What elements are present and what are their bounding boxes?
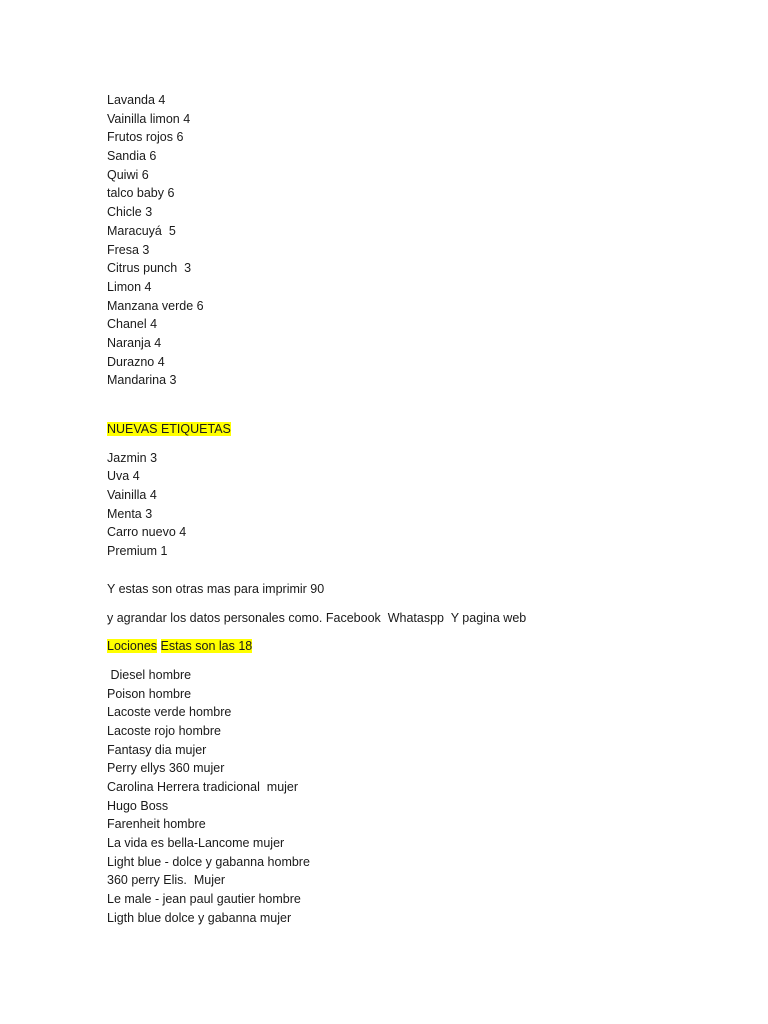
list-item: Chicle 3 xyxy=(107,205,153,220)
list-item: Quiwi 6 xyxy=(107,167,149,182)
list-item: Perry ellys 360 mujer xyxy=(107,761,225,776)
list-item: Diesel hombre xyxy=(107,667,192,682)
list-item: Limon 4 xyxy=(107,279,152,294)
lociones-count-label: Estas son las 18 xyxy=(160,639,253,654)
fragrance-list-two xyxy=(107,449,707,561)
new-labels-heading xyxy=(107,420,707,439)
list-item: Poison hombre xyxy=(107,686,192,701)
lociones-heading xyxy=(107,637,707,656)
list-item: 360 perry Elis. Mujer xyxy=(107,873,226,888)
list-item: Manzana verde 6 xyxy=(107,298,204,313)
print-note: Y estas son otras mas para imprimir 90 xyxy=(107,581,325,596)
list-item: Carro nuevo 4 xyxy=(107,525,187,540)
list-item: Mandarina 3 xyxy=(107,373,177,388)
list-item: Lavanda 4 xyxy=(107,93,166,107)
list-item: Fresa 3 xyxy=(107,242,150,257)
list-item: Uva 4 xyxy=(107,469,140,484)
list-item: Chanel 4 xyxy=(107,317,158,332)
list-item: Naranja 4 xyxy=(107,335,162,350)
list-item: talco baby 6 xyxy=(107,186,175,201)
list-item: Citrus punch 3 xyxy=(107,261,192,276)
list-item: Sandia 6 xyxy=(107,149,157,164)
list-item: Lacoste verde hombre xyxy=(107,705,232,720)
list-item: Premium 1 xyxy=(107,544,168,559)
list-item: Ligth blue dolce y gabanna mujer xyxy=(107,910,292,925)
document-page xyxy=(107,91,707,928)
list-item: Frutos rojos 6 xyxy=(107,130,184,145)
list-item: Durazno 4 xyxy=(107,354,165,369)
list-item: Hugo Boss xyxy=(107,798,169,813)
fragrance-list-one xyxy=(107,91,707,390)
list-item: Jazmin 3 xyxy=(107,450,158,465)
list-item: Le male - jean paul gautier hombre xyxy=(107,892,301,907)
personal-data-note: y agrandar los datos personales como. Facebook Whataspp Y pagina web xyxy=(107,610,527,625)
list-item: Menta 3 xyxy=(107,506,153,521)
list-item: Maracuyá 5 xyxy=(107,223,176,238)
list-item: Vainilla limon 4 xyxy=(107,111,191,126)
lotion-list xyxy=(107,666,707,928)
list-item: Vainilla 4 xyxy=(107,488,157,503)
list-item: Farenheit hombre xyxy=(107,817,206,832)
list-item: Light blue - dolce y gabanna hombre xyxy=(107,854,310,869)
list-item: La vida es bella-Lancome mujer xyxy=(107,836,285,851)
list-item: Carolina Herrera tradicional mujer xyxy=(107,780,299,794)
lociones-label: Lociones xyxy=(107,639,158,654)
list-item: Lacoste rojo hombre xyxy=(107,723,221,738)
list-item: Fantasy dia mujer xyxy=(107,742,207,757)
new-labels-heading-text: NUEVAS ETIQUETAS xyxy=(107,422,231,436)
